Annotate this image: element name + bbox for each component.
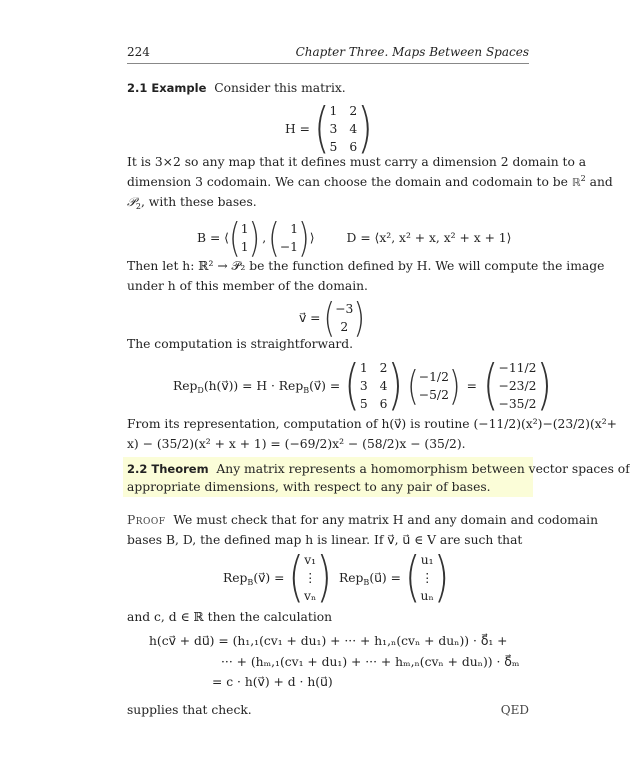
vector-cell: ⋮ <box>421 571 434 585</box>
theorem-label: 2.2 Theorem <box>127 462 209 476</box>
paragraph-line: under h of this member of the domain. <box>127 279 368 293</box>
right-paren: ) <box>448 362 461 410</box>
vector-cell: −3 <box>335 302 354 316</box>
text: and <box>589 175 613 189</box>
proof-line: bases B, D, the defined map h is linear. If v⃗, u⃗ ∈ V are such that <box>127 533 523 547</box>
repB-v-display <box>223 546 332 610</box>
matrix-H-cells <box>330 102 358 156</box>
computation-display <box>173 354 553 418</box>
paragraph-line: The computation is straightforward. <box>127 337 354 351</box>
right-paren: ) <box>433 546 450 610</box>
basis-B-lhs: B = ⟨ <box>197 231 229 245</box>
equals-sign: = <box>466 379 477 393</box>
proof-label: Proof <box>127 513 166 527</box>
vector-cell: −1 <box>279 240 299 254</box>
matrix-H-display <box>285 97 373 161</box>
vector-cell: −5/2 <box>418 388 449 402</box>
vector-cell: u₁ <box>420 553 434 567</box>
paragraph-line: 𝒫$_2$, with these bases. <box>127 195 257 211</box>
page-number: 224 <box>127 45 150 59</box>
repB-u-lhs: Rep$_B$(u⃗) = <box>339 571 401 587</box>
vector-cell: −23/2 <box>498 379 537 393</box>
theorem-text: Any matrix represents a homomorphism between vector spaces of <box>216 462 630 476</box>
paragraph-line <box>127 172 613 193</box>
chapter-title: Chapter Three. Maps Between Spaces <box>295 45 529 59</box>
right-paren: ) <box>248 214 261 262</box>
paragraph-line: From its representation, computation of h(v⃗) is routine (−11/2)(x²)−(23/2)(x²+ <box>127 417 617 431</box>
left-paren: ( <box>313 97 330 161</box>
computation-lhs: Rep$_D$(h(v⃗)) = H · Rep$_B$(v⃗) = <box>173 379 341 395</box>
vector-cells <box>499 359 537 413</box>
vector-v-lhs: v⃗ = <box>299 311 321 325</box>
right-paren: ) <box>316 546 332 610</box>
vector-cell: −35/2 <box>498 397 537 411</box>
reals-symbol: ℝ <box>571 176 581 189</box>
left-paren: ( <box>228 214 241 262</box>
repB-v-lhs: Rep$_B$(v⃗) = <box>223 571 285 587</box>
theorem-line <box>127 459 630 479</box>
vector-cells <box>241 220 249 256</box>
vector-cell: uₙ <box>420 589 434 603</box>
matrix-cell: 1 <box>359 361 368 375</box>
vector-cell: −1/2 <box>418 370 449 384</box>
text: dimension 3 codomain. We can choose the domain and codomain to be <box>127 175 568 189</box>
left-paren: ( <box>407 362 419 410</box>
comma: , <box>262 231 267 245</box>
basis-B-vector-2 <box>268 214 310 262</box>
matrix-cell: 5 <box>329 140 338 154</box>
bases-display <box>197 214 511 262</box>
proof-text: We must check that for any matrix H and any domain and codomain <box>173 513 599 527</box>
subscript: 2 <box>135 202 141 211</box>
left-paren: ( <box>404 546 421 610</box>
running-header <box>127 45 529 64</box>
paragraph-line: Then let h: ℝ² → 𝒫₂ be the function defined by H. We will compute the image <box>127 259 605 273</box>
vector-cell: vₙ <box>304 589 317 603</box>
vector-result <box>482 354 553 418</box>
matrix-H <box>313 97 373 161</box>
matrix-H-cells <box>360 359 388 413</box>
closing-text: supplies that check. <box>127 703 252 717</box>
left-paren: ( <box>323 294 336 342</box>
matrix-cell: 6 <box>349 140 358 154</box>
paragraph-line: It is 3×2 so any map that it defines must carry a dimension 2 domain to a <box>127 155 587 169</box>
left-paren: ( <box>482 354 499 418</box>
vector-repB-u <box>404 546 450 610</box>
vector-cell: −11/2 <box>498 361 537 375</box>
basis-B-close: ⟩ <box>309 231 315 245</box>
vector-cell: 1 <box>240 240 249 254</box>
vector-cells <box>421 551 434 605</box>
theorem-line: appropriate dimensions, with respect to any pair of bases. <box>127 480 491 494</box>
right-paren: ) <box>357 97 373 161</box>
vector-cells <box>304 551 316 605</box>
proof-line <box>127 510 599 530</box>
proof-closing <box>127 700 529 720</box>
proof-line: and c, d ∈ ℝ then the calculation <box>127 610 333 624</box>
vector-repB-v <box>288 546 332 610</box>
vector-v <box>323 294 366 342</box>
paragraph-line: x) − (35/2)(x² + x + 1) = (−69/2)x² − (58/2)x − (35/2). <box>127 437 466 451</box>
qed-mark: QED <box>500 703 529 717</box>
left-paren: ( <box>344 354 360 418</box>
calc-line-3: = c · h(v⃗) + d · h(u⃗) <box>212 675 333 689</box>
text: with these bases. <box>148 195 257 209</box>
right-paren: ) <box>298 214 310 262</box>
left-paren: ( <box>288 546 305 610</box>
right-paren: ) <box>536 354 553 418</box>
matrix-cell: 4 <box>379 379 388 393</box>
vector-cell: 1 <box>290 222 299 236</box>
calc-line-1: h(cv⃗ + du⃗) = (h₁,₁(cv₁ + du₁) + ··· + h₁,ₙ(cvₙ + duₙ)) · δ⃗₁ + <box>149 634 508 648</box>
matrix-H-lhs: H = <box>285 122 310 136</box>
superscript: 2 <box>580 174 586 183</box>
basis-B-vector-1 <box>228 214 261 262</box>
matrix-cell: 6 <box>379 397 388 411</box>
example-label: 2.1 Example <box>127 81 207 95</box>
vector-cells <box>280 220 298 256</box>
right-paren: ) <box>387 354 404 418</box>
matrix-H <box>344 354 404 418</box>
polynomial-space-symbol: 𝒫 <box>127 195 136 209</box>
vector-cell: 2 <box>340 320 349 334</box>
vector-repB <box>407 362 461 410</box>
right-paren: ) <box>353 294 366 342</box>
basis-D: D = ⟨x², x² + x, x² + x + 1⟩ <box>346 231 512 245</box>
vector-cell: ⋮ <box>304 571 317 585</box>
matrix-cell: 2 <box>379 361 388 375</box>
matrix-cell: 1 <box>329 104 338 118</box>
matrix-cell: 2 <box>349 104 358 118</box>
vector-cells <box>335 300 353 336</box>
matrix-cell: 3 <box>359 379 368 393</box>
vector-cell: v₁ <box>304 553 317 567</box>
vector-cells <box>419 368 449 404</box>
vector-cell: 1 <box>240 222 249 236</box>
matrix-cell: 4 <box>349 122 358 136</box>
repB-u-display <box>339 546 450 610</box>
left-paren: ( <box>268 214 280 262</box>
matrix-cell: 3 <box>329 122 338 136</box>
matrix-cell: 5 <box>359 397 368 411</box>
calc-line-2: ··· + (hₘ,₁(cv₁ + du₁) + ··· + hₘ,ₙ(cvₙ + duₙ)) · δ⃗ₘ <box>221 655 520 669</box>
example-intro: Consider this matrix. <box>214 81 346 95</box>
